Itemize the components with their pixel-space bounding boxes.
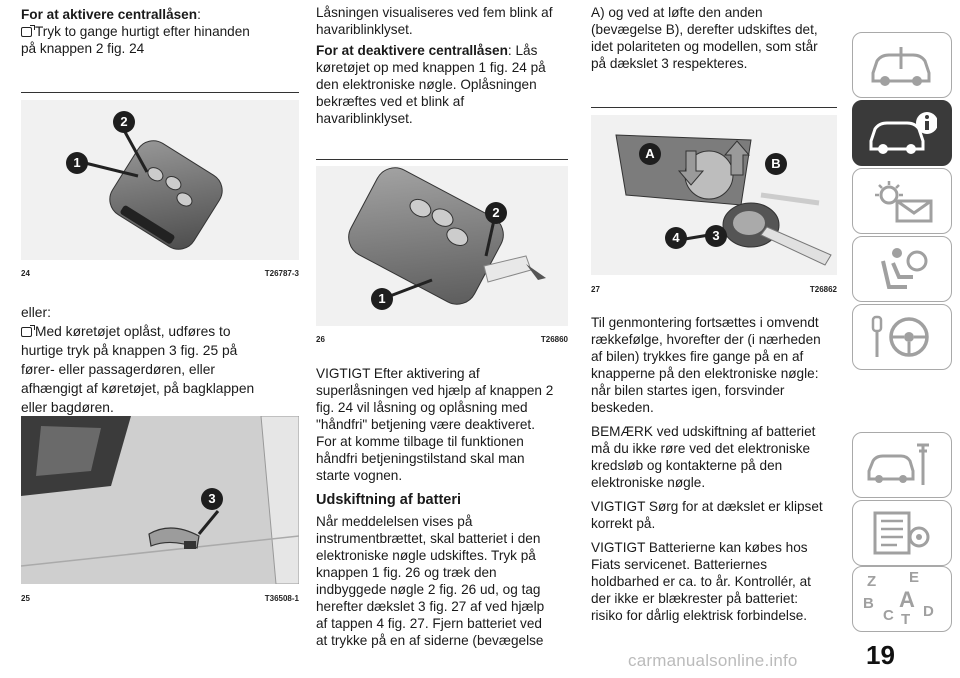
tab-steering-key[interactable] (852, 304, 952, 370)
car-service-icon (867, 441, 937, 489)
figure-25-caption: 25 T36508-1 (21, 594, 299, 603)
callout-3: 3 (201, 488, 223, 510)
battery-heading: Udskiftning af batteri (316, 492, 462, 508)
activate-heading: For at aktivere centrallåsen (21, 7, 198, 22)
tab-alphabetical-index[interactable] (852, 566, 952, 632)
callout-2: 2 (485, 202, 507, 224)
car-overview-icon (867, 41, 937, 89)
steering-key-icon (867, 313, 937, 361)
callout-4: 4 (665, 227, 687, 249)
alphabetical-index-icon: Z E B A C T D (863, 569, 934, 628)
figure-24-caption: 24 T26787-3 (21, 269, 299, 278)
car-door-illustration (21, 416, 299, 584)
divider (316, 159, 568, 160)
callout-2: 2 (113, 111, 135, 133)
tab-airbag-seat[interactable] (852, 236, 952, 302)
technical-data-icon (867, 509, 937, 557)
bullet-icon (21, 327, 32, 337)
note-text: BEMÆRK ved udskiftning af batteriet må du ikke røre ved det elektroniske kredsløb og kontakterne på den elektroniske nøgle. (591, 424, 816, 490)
callout-1: 1 (66, 152, 88, 174)
battery-text: Når meddelelsen vises på instrumentbrættet, skal batteriet i den elektroniske nøgle udskiftes. Tryk på knappen 1 fig. 26 og træk den indbyggede nøgle 2 fig. 26 ud, og tag herefter dækslet 3 fig. 27 af ved hjælp af tappen 4 fig. 27. Fjern batteriet ved at trykke på en af siderne (bevægelse (316, 514, 545, 648)
figure-27-caption: 27 T26862 (591, 285, 837, 294)
important-clip-text: VIGTIGT Sørg for at dækslet er klipset korrekt på. (591, 499, 823, 531)
bullet-icon (21, 27, 32, 37)
battery-replacement-illustration (591, 115, 837, 275)
key-card-eject-illustration (316, 166, 568, 326)
tab-car-service[interactable] (852, 432, 952, 498)
tab-technical-data[interactable] (852, 500, 952, 566)
page-number: 19 (866, 640, 895, 670)
important-battery-text: VIGTIGT Batterierne kan købes hos Fiats servicenet. Batteriernes holdbarhed er ca. to år. Kontrollér, at der ikke er blækrester på batteriet: risiko for dårlig elektrisk forbindelse. (591, 540, 811, 623)
callout-1: 1 (371, 288, 393, 310)
key-card-illustration (21, 100, 299, 260)
deactivate-heading: For at deaktivere centrallåsen (316, 43, 508, 58)
figure-27 (591, 115, 837, 275)
airbag-seat-icon (867, 245, 937, 293)
figure-25 (21, 416, 299, 584)
watermark: carmanualsonline.info (628, 651, 798, 670)
important-note: VIGTIGT Efter aktivering af superlåsningen ved hjælp af knappen 2 fig. 24 vil låsning og oplåsning med "håndfri" betjening være deaktiveret. For at komme tilbage til funktionen håndfri betjeningstilstand skal man starte vognen. (316, 366, 554, 483)
divider (21, 92, 299, 93)
remount-text: Til genmontering fortsættes i omvendt rækkefølge, hvorefter der (i nærheden af bilen) trykkes fire gange på en af knapperne på den elektroniske nøgle: når bilen startes igen, forsvinder beskeden. (591, 315, 821, 415)
car-info-icon (867, 109, 937, 157)
callout-3: 3 (705, 225, 727, 247)
divider (591, 107, 837, 108)
figure-26-caption: 26 T26860 (316, 335, 568, 344)
tab-warning-lights[interactable] (852, 168, 952, 234)
tab-car-info[interactable] (852, 100, 952, 166)
figure-26 (316, 166, 568, 326)
callout-b: B (765, 153, 787, 175)
callout-a: A (639, 143, 661, 165)
warning-light-message-icon (867, 177, 937, 225)
tab-car-overview[interactable] (852, 32, 952, 98)
figure-24 (21, 100, 299, 260)
